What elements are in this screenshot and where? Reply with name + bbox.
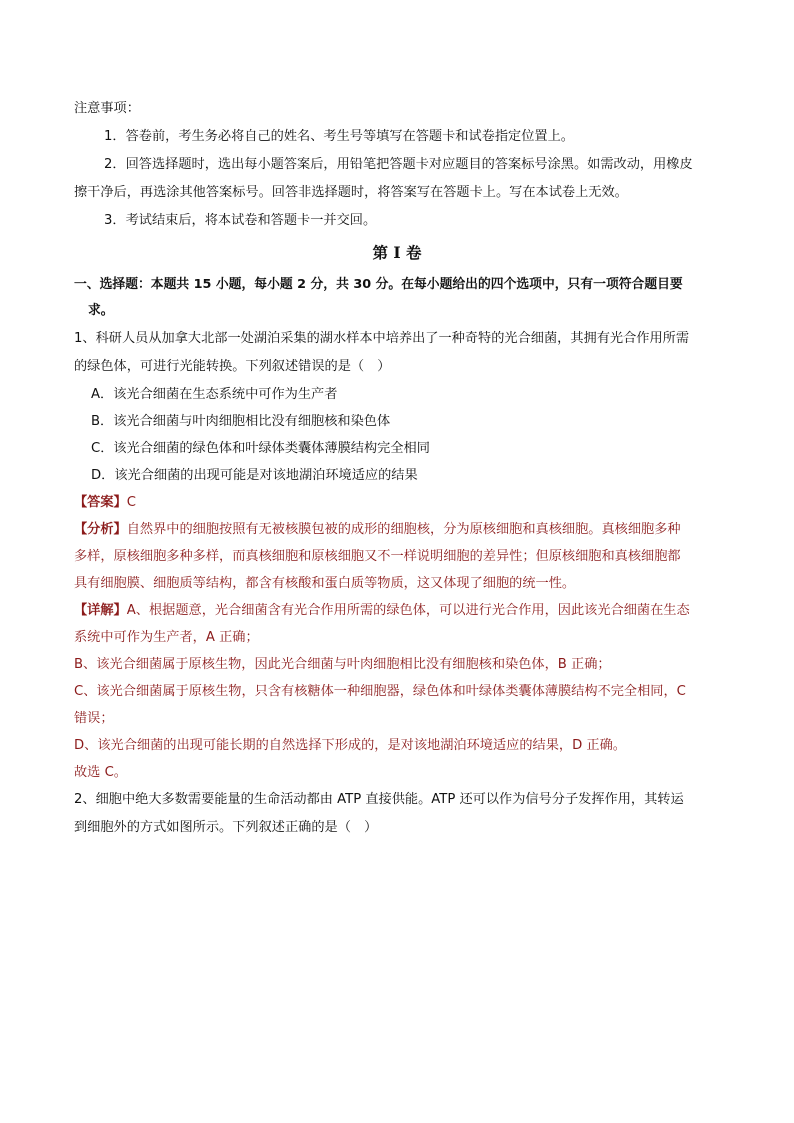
detail-text: A、根据题意，光合细菌含有光合作用所需的绿色体，可以进行光合作用，因此该光合细菌在生态 — [126, 603, 690, 618]
notice-heading: 注意事项： — [74, 101, 140, 116]
notice-item: 擦干净后，再选涂其他答案标号。回答非选择题时，将答案写在答题卡上。写在本试卷上无效。 — [74, 185, 628, 200]
detail-text: 系统中可作为生产者，A 正确； — [74, 630, 259, 645]
option-c: C．该光合细菌的绿色体和叶绿体类囊体薄膜结构完全相同 — [91, 441, 430, 456]
question-stem: 的绿色体，可进行光能转换。下列叙述错误的是（ ） — [74, 359, 391, 374]
analysis-text: 具有细胞膜、细胞质等结构，都含有核酸和蛋白质等物质，这又体现了细胞的统一性。 — [74, 576, 576, 591]
detail-text: C、该光合细菌属于原核生物，只含有核糖体一种细胞器，绿色体和叶绿体类囊体薄膜结构不完全相同，C — [74, 684, 686, 699]
detail-text: 错误； — [74, 711, 114, 726]
detail-tag: 【详解】 — [74, 603, 127, 618]
notice-item: 3．考试结束后，将本试卷和答题卡一并交回。 — [104, 213, 377, 228]
analysis-tag: 【分析】 — [74, 522, 127, 537]
notice-item: 2．回答选择题时，选出每小题答案后，用铅笔把答题卡对应题目的答案标号涂黑。如需改动，用橡皮 — [104, 157, 693, 172]
option-b: B．该光合细菌与叶肉细胞相比没有细胞核和染色体 — [91, 414, 391, 429]
answer-line — [74, 494, 734, 512]
question-stem: 到细胞外的方式如图所示。下列叙述正确的是（ ） — [74, 820, 378, 835]
analysis-line — [74, 521, 734, 539]
analysis-text: 多样，原核细胞多种多样，而真核细胞和原核细胞又不一样说明细胞的差异性；但原核细胞和真核细胞都 — [74, 549, 681, 564]
section-title: 第 I 卷 — [372, 243, 422, 262]
detail-text: 故选 C。 — [74, 765, 127, 780]
section-intro: 求。 — [88, 303, 114, 318]
detail-text: B、该光合细菌属于原核生物，因此光合细菌与叶肉细胞相比没有细胞核和染色体，B 正确； — [74, 657, 611, 672]
question-stem: 1、科研人员从加拿大北部一处湖泊采集的湖水样本中培养出了一种奇特的光合细菌，其拥有光合作用所需 — [74, 331, 690, 346]
option-d: D．该光合细菌的出现可能是对该地湖泊环境适应的结果 — [91, 468, 418, 483]
answer-value: C — [126, 495, 136, 510]
detail-text: D、该光合细菌的出现可能长期的自然选择下形成的，是对该地湖泊环境适应的结果，D 正确。 — [74, 738, 626, 753]
option-a: A．该光合细菌在生态系统中可作为生产者 — [91, 387, 338, 402]
analysis-text: 自然界中的细胞按照有无被核膜包被的成形的细胞核，分为原核细胞和真核细胞。真核细胞多种 — [126, 522, 681, 537]
notice-item: 1．答卷前，考生务必将自己的姓名、考生号等填写在答题卡和试卷指定位置上。 — [104, 129, 574, 144]
section-intro: 一、选择题：本题共 15 小题，每小题 2 分，共 30 分。在每小题给出的四个选项中，只有一项符合题目要 — [74, 277, 683, 292]
answer-tag: 【答案】 — [74, 495, 127, 510]
detail-line — [74, 602, 734, 620]
question-stem: 2、细胞中绝大多数需要能量的生命活动都由 ATP 直接供能。ATP 还可以作为信号分子发挥作用，其转运 — [74, 792, 684, 807]
